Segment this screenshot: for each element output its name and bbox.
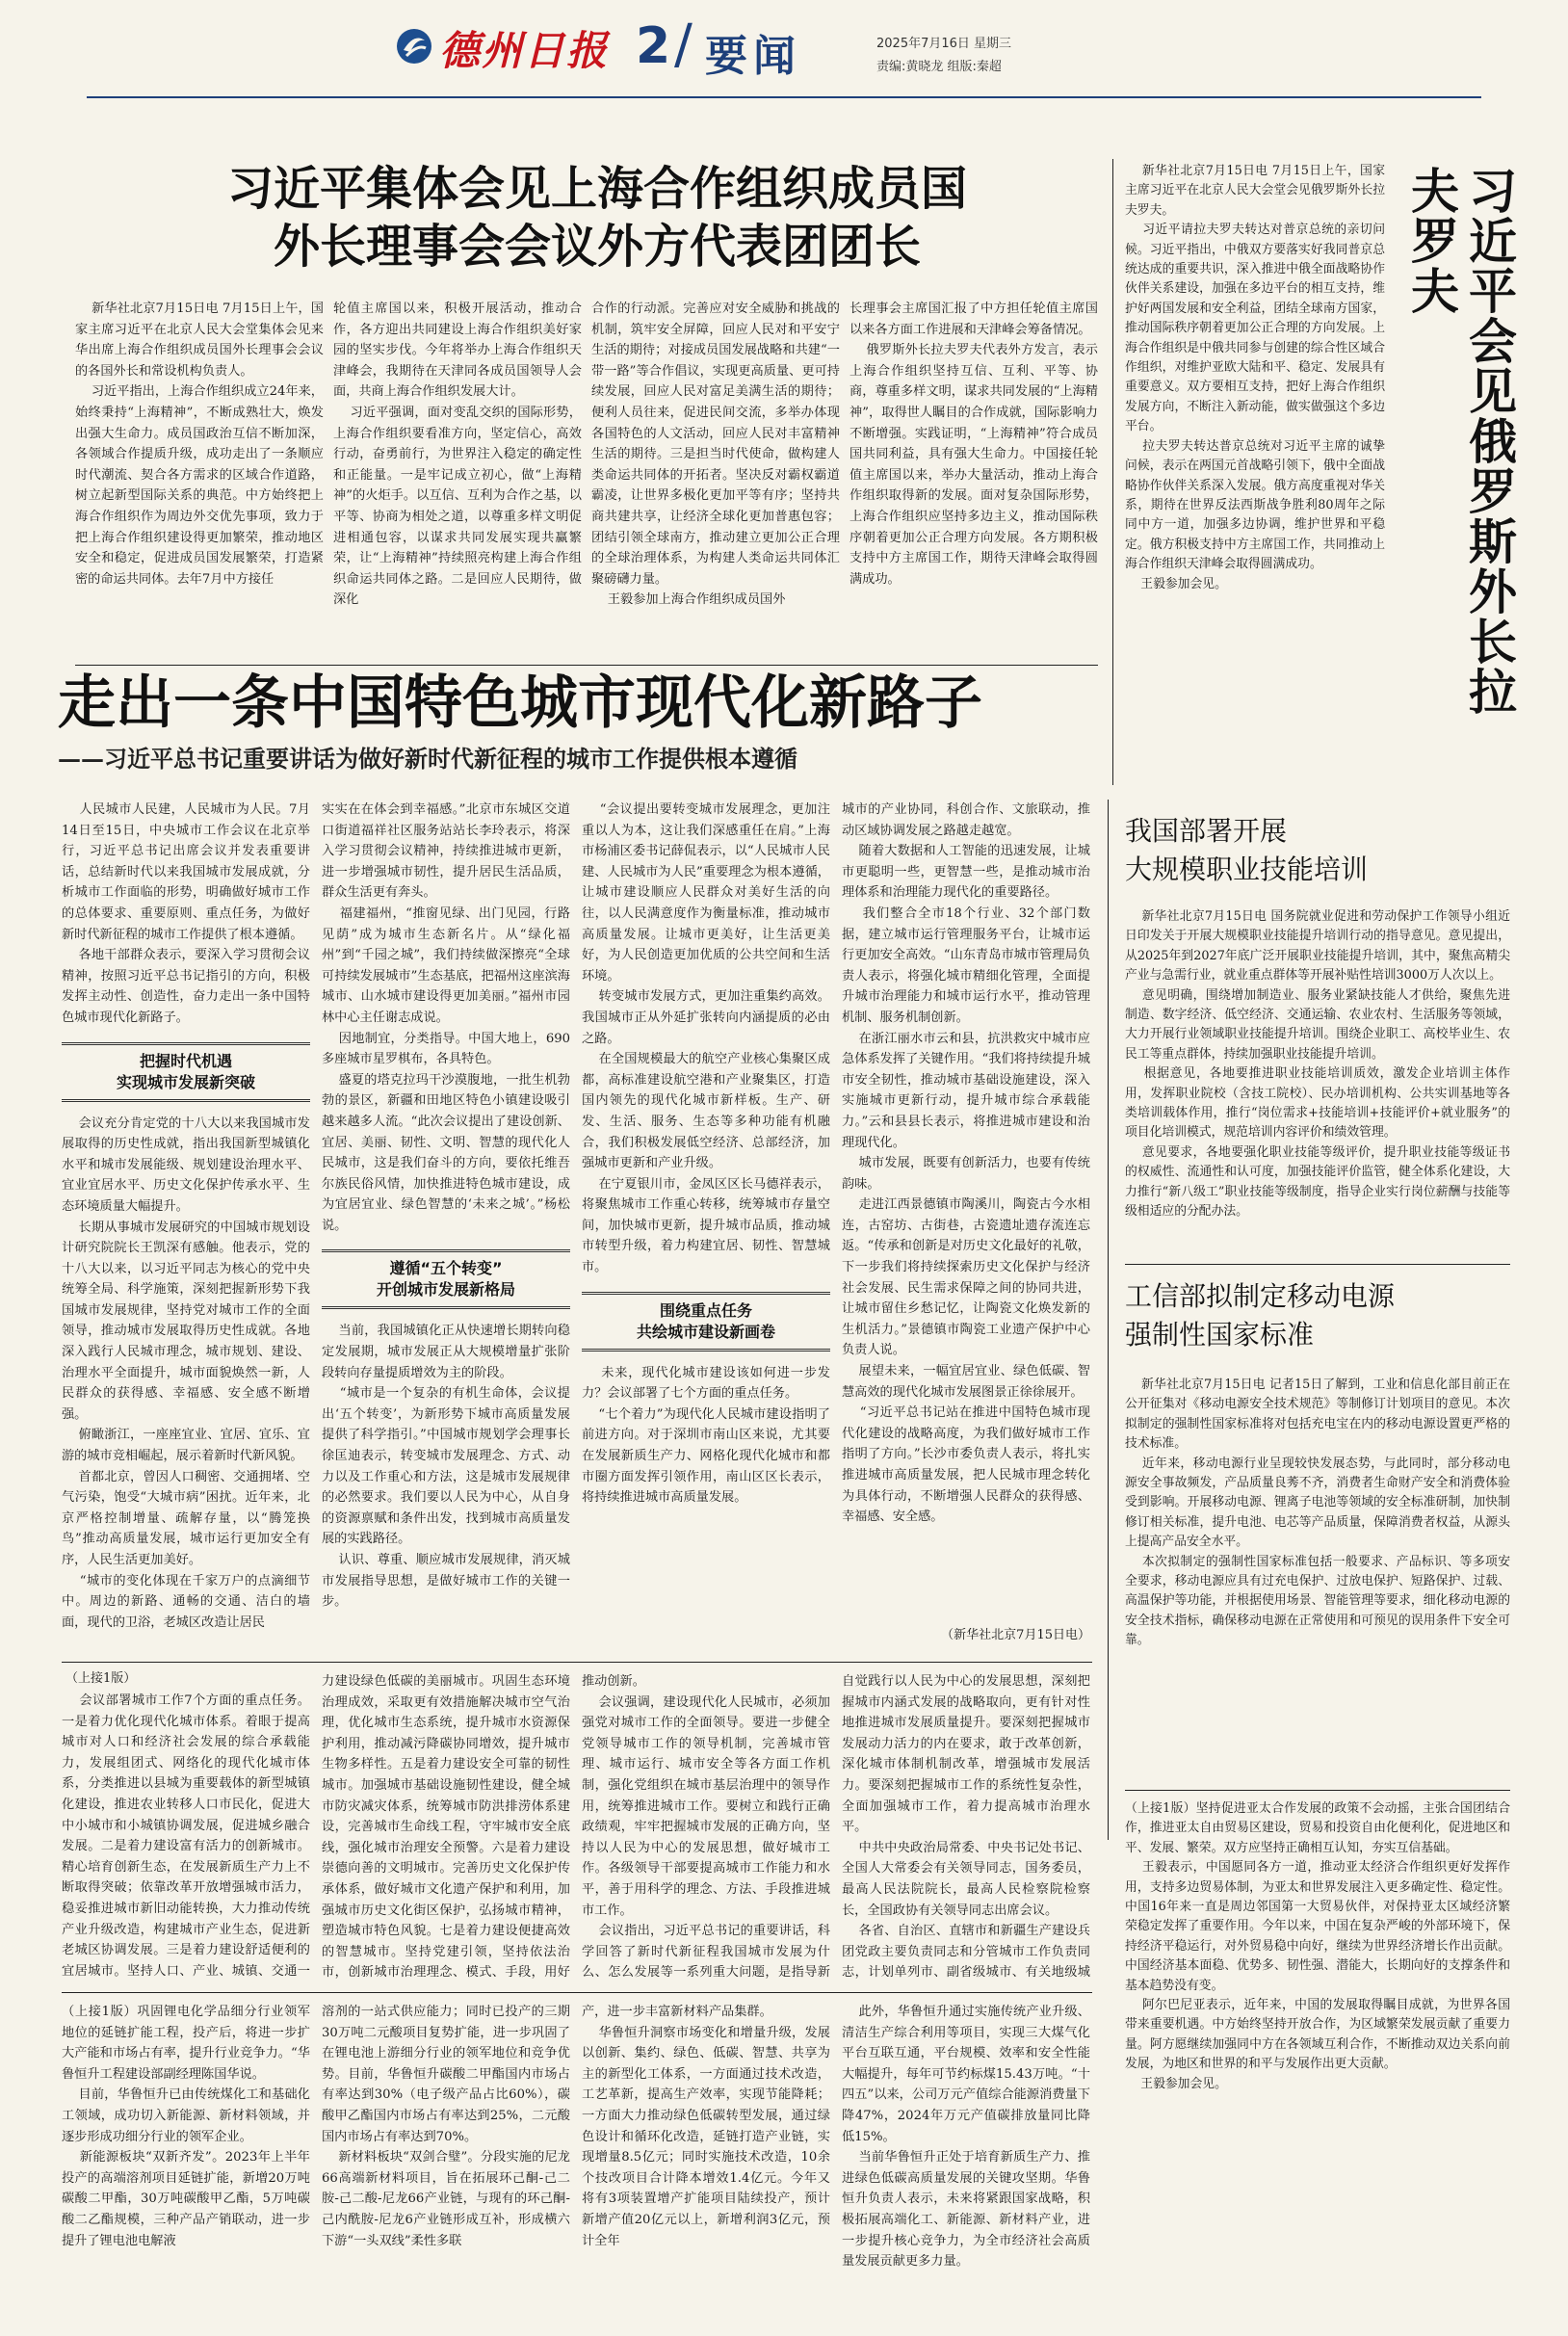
article1-headline-line1: 习近平集体会见上海合作组织成员国 [226, 162, 967, 216]
article1-col3 [591, 299, 840, 655]
article2-col2-subhead: 遵循“五个转变” 开创城市发展新格局 [322, 1249, 570, 1309]
continuation1-col1 [62, 1691, 310, 1980]
masthead-rule [87, 96, 1481, 98]
divider-continuation3-top [1125, 1790, 1510, 1791]
continuation2-col3-text: 产，进一步丰富新材料产品集群。 华鲁恒升洞察市场变化和增量升级，发展以创新、集约、绿色、低碳、智慧、共享为主的新型化工体系，一方面通过技术改造，工艺革新，提高生产效率，实现节能降耗；一方面大力推动绿色低碳转型发展，通过绿色设计和循环化改造，延链打造产业链，实现增量8.5亿元；同时实施技术改造，10余个技改项目合计降本增效1.4亿元。今年又将有3项装置增产扩能项目陆续投产，预计新增产值20亿元以上，新增利润3亿元，预计全年 [582, 2005, 830, 2248]
article2-col2-text: 实实在在体会到幸福感。”北京市东城区交道口街道福祥社区服务站站长李玲表示，将深入学习贯彻会议精神，持续推进城市更新，进一步增强城市韧性，提升居民生活品质，群众生活更有奔头。 福建福州，“推窗见绿、出门见园，行路见荫”成为城市生态新名片。从“绿化福州”到“千园之城”，我们持续做深擦亮“全球可持续发展城市”生态基底，把福州这座滨海城市、山水城市建设得更加美丽。”福州市园林中心主任谢志成说。 因地制宜，分类指导。中国大地上，690多座城市星罗棋布，各具特色。 盛夏的塔克拉玛干沙漠腹地，一批生机勃勃的景区，新疆和田地区特色小镇建设吸引越来越多人流。“此次会议提出了建设创新、宜居、美丽、韧性、文明、智慧的现代化人民城市，这是我们奋斗的方向，要依托维吾尔族民俗风情，加快推进特色城市建设，成为宜居宜业、绿色智慧的‘未来之城’。”杨松说。 [322, 802, 570, 1233]
page-number-slash: / [674, 13, 693, 76]
article4-headline-line2: 强制性国家标准 [1125, 1319, 1315, 1351]
continuation2-col2-text: 溶剂的一站式供应能力；同时已投产的三期30万吨二元酸项目复势扩能，进一步巩固了在锂电池上游细分行业的领军地位和竞争优势。目前，华鲁恒升碳酸二甲酯国内市场占有率达到30%（电子级产品占比60%），碳酸甲乙酯国内市场占有率达到25%，二元酸国内市场占有率达到70%。 新材料板块“双剑合璧”。分段实施的尼龙66高端新材料项目，旨在拓展环己酮-己二胺-己二酸-尼龙66产业链，与现有的环己酮-己内酰胺-尼龙6产业链形成互补，形成横六下游“一头双线”柔性多联 [322, 2005, 570, 2248]
divider-continuation2-top [62, 1992, 1092, 1993]
sidebar-headline: 习近平会见俄罗斯外长拉夫罗夫 [1403, 166, 1517, 717]
continuation2-col4-text: 此外，华鲁恒升通过实施传统产业升级、清洁生产综合利用等项目，实现三大煤气化平台互联互通，平台规模、效率和安全性能大幅提升，每年可节约标煤15.43万吨。“十四五”以来，公司万元产值综合能源消费量下降47%，2024年万元产值碳排放量同比降低15%。 当前华鲁恒升正处于培育新质生产力、推进绿色低碳高质量发展的关键攻坚期。华鲁恒升负责人表示，未来将紧跟国家战略，积极拓展高端化工、新能源、新材料产业，进一步提升核心竞争力，为全市经济社会高质量发展贡献更多力量。 [842, 2005, 1090, 2270]
continuation1-col4-text: 自觉践行以人民为中心的发展思想，深刻把握城市内涵式发展的战略取向，更有针对性地推进城市发展质量提升。要深刻把握城市发展动力活力的内在要求，敢于改革创新，深化城市体制机制改革，增强城市发展活力。要深刻把握城市工作的系统性复杂性，全面加强城市工作，着力提高城市治理水平。 中共中央政治局常委、中央书记处书记、全国人大常委会有关领导同志，国务委员，最高人民法院院长，最高人民检察院检察长，全国政协有关领导同志出席会议。 各省、自治区、直辖市和新疆生产建设兵团党政主要负责同志和分管城市工作负责同志，计划单列市、副省级城市、有关地级城 [842, 1674, 1090, 1980]
date-line: 2025年7月16日 星期三 [876, 37, 1012, 51]
continuation1-col2-text: 力建设绿色低碳的美丽城市。巩固生态环境治理成效，采取更有效措施解决城市空气治理，优化城市生态系统，提升城市水资源保护利用，推动减污降碳协同增效，提升城市生物多样性。五是着力建设安全可靠的韧性城市。加强城市基础设施韧性建设，健全城市防灾减灾体系，统筹城市防洪排涝体系建设，完善城市生命线工程，守牢城市安全底线，强化城市治理安全预警。六是着力建设崇德向善的文明城市。完善历史文化保护传承体系，做好城市文化遗产保护和利用，加强城市历史文化街区保护，弘扬城市精神，塑造城市特色风貌。七是着力建设便捷高效的智慧城市。坚持党建引领，坚持依法治市，创新城市治理理念、模式、手段，用好 [322, 1674, 570, 1980]
article3-headline-line1: 我国部署开展 [1125, 815, 1288, 847]
article1-col1-text: 新华社北京7月15日电 7月15日上午，国家主席习近平在北京人民大会堂集体会见来华出席上海合作组织成员国外长理事会会议的各国外长和常设机构负责人。 习近平指出，上海合作组织成立24年来，始终秉持“上海精神”，不断成熟壮大，焕发出强大生命力。成员国政治互信不断加深，各领域合作提质升级，成功走出了一条顺应时代潮流、契合各方需求的区域合作道路，树立起新型国际关系的典范。中方始终把上海合作组织作为周边外交优先事项，致力于把上海合作组织建设得更加繁荣，推动地区安全和稳定，促进成员国发展繁荣，打造紧密的命运共同体。去年7月中方接任 [75, 302, 324, 587]
article3-headline-line2: 大规模职业技能培训 [1125, 853, 1369, 885]
article2-col3-subhead: 围绕重点任务 共绘城市建设新画卷 [582, 1292, 830, 1352]
page-name: 要闻 [705, 32, 801, 81]
article1-col4 [849, 299, 1098, 655]
article1-col2-text: 轮值主席国以来，积极开展活动，推动合作，各方迎出共同建设上海合作组织美好家园的坚实步伐。今年将举办上海合作组织天津峰会，我期待在天津同各成员国领导人会面，共商上海合作组织发展大计。 习近平强调，面对变乱交织的国际形势，上海合作组织要看准方向，坚定信心，高效行动，奋勇前行，为世界注入稳定的确定性和正能量。一是牢记成立初心，做“上海精神”的火炬手。以互信、互利为合作之基，以平等、协商为相处之道，以尊重多样文明促进相通包容，以谋求共同发展实现共赢繁荣，让“上海精神”持续照亮构建上海合作组织命运共同体之路。二是回应人民期待，做深化 [333, 302, 582, 608]
article2-col1 [62, 800, 310, 1647]
continuation2-col4 [842, 2002, 1090, 2310]
divider-article3-bottom [1125, 1264, 1510, 1265]
divider-right-column [1108, 800, 1109, 1840]
article2-col2b-text: 当前，我国城镇化正从快速增长期转向稳定发展期，城市发展正从大规模增量扩张阶段转向存量提质增效为主的阶段。 “城市是一个复杂的有机生命体，会议提出‘五个转变’，为新形势下城市高质量发展提供了科学指引。”中国城市规划学会理事长徐匡迪表示，转变城市发展理念、方式、动力以及工作重心和方法，这是城市发展规律的必然要求。我们要以人民为中心，从自身的资源禀赋和条件出发，找到城市高质量发展的实践路径。 认识、尊重、顺应城市发展规律，消灭城市发展指导思想，是做好城市工作的关键一步。 [322, 1324, 570, 1610]
article2-byline: （新华社北京7月15日电） [941, 1628, 1090, 1642]
continuation3-body [1125, 1799, 1510, 2312]
article3-body-text: 新华社北京7月15日电 国务院就业促进和劳动保护工作领导小组近日印发关于开展大规模职业技能提升培训行动的指导意见。意见提出，从2025年到2027年底广泛开展职业技能提升培训，其中，聚焦高精尖产业与急需行业，就业重点群体等开展补贴性培训3000万人次以上。 意见明确，围绕增加制造业、服务业紧缺技能人才供给，聚焦先进制造、数字经济、低空经济、交通运输、农业农村、生活服务等领域，大力开展行业领域职业技能提升培训。围绕企业职工、高校毕业生、农民工等重点群体，持续加强职业技能提升培训。 根据意见，各地要推进职业技能培训质效，激发企业培训主体作用，发挥职业院校（含技工院校）、民办培训机构、公共实训基地等各类培训载体作用，推行“岗位需求+技能培训+技能评价+就业服务”的项目化培训模式，规范培训内容评价和绩效管理。 意见要求，各地要强化职业技能等级评价，提升职业技能等级证书的权威性、流通性和认可度，加强技能评价监管，健全体系化建设，大力推行“新八级工”职业技能等级制度，指导企业实行岗位薪酬与技能等级相适应的分配办法。 [1125, 909, 1510, 1220]
article2-subheadline: ——习近平总书记重要讲话为做好新时代新征程的城市工作提供根本遵循 [58, 745, 797, 773]
continuation2-col1 [62, 2002, 310, 2310]
continuation1-col4 [842, 1671, 1090, 1980]
continuation1-col3-text: 推动创新。 会议强调，建设现代化人民城市，必须加强党对城市工作的全面领导。要进一步健全党领导城市工作的领导机制，完善城市管理、城市运行、城市安全等各方面工作机制，强化党组织在城市基层治理中的领导作用，统筹推进城市工作。要树立和践行正确政绩观，牢牢把握城市发展的正确方向，坚持以人民为中心的发展思想，做好城市工作。各级领导干部要提高城市工作能力和水平，善于用科学的理念、方法、手段推进城市工作。 会议指出，习近平总书记的重要讲话，科学回答了新时代新征程我国城市发展为什么、怎么发展等一系列重大问题，是指导新 [582, 1674, 830, 1980]
continuation2-col1-text: （上接1版）巩固锂电化学品细分行业领军地位的延链扩能工程，投产后，将进一步扩大产能和市场占有率，提升行业竞争力。“华鲁恒升工程建设部副经理陈国华说。 目前，华鲁恒升已由传统煤化工和基础化工领域，成功切入新能源、新材料领域，并逐步形成功细分行业的领军企业。 新能源板块“双新齐发”。2023年上半年投产的高端溶剂项目延链扩能，新增20万吨碳酸二甲酯，30万吨碳酸甲乙酯，5万吨碳酸二乙酯规模，三种产品产销联动，进一步提升了锂电池电解液 [62, 2005, 310, 2248]
editors-line: 责编:黄晓龙 组版:秦超 [876, 60, 1002, 74]
article2-col1-text: 人民城市人民建，人民城市为人民。7月14日至15日，中央城市工作会议在北京举行，习近平总书记出席会议并发表重要讲话，总结新时代以来我国城市发展成就，分析城市工作面临的形势，明确做好城市工作的总体要求、重要原则、重点任务，为做好新时代新征程的城市工作提供了根本遵循。 各地干部群众表示，要深入学习贯彻会议精神，按照习近平总书记指引的方向，积极发挥主动性、创造性，奋力走出一条中国特色城市现代化新路子。 [62, 802, 310, 1025]
divider-continuation1-top [62, 1662, 1092, 1663]
article2-col1-subhead: 把握时代机遇 实现城市发展新突破 [62, 1042, 310, 1102]
continuation1-label: （上接1版） [65, 1671, 137, 1686]
article3-body [1125, 907, 1510, 1252]
article1-col4-text: 长理事会主席国汇报了中方担任轮值主席国以来各方面工作进展和天津峰会筹备情况。 俄罗斯外长拉夫罗夫代表外方发言，表示上海合作组织坚持互信、互利、平等、协商，尊重多样文明，谋求共同发展的“上海精神”，取得世人瞩目的合作成就，国际影响力不断增强。实践证明，“上海精神”符合成员国共同利益，具有强大生命力。中国接任轮值主席国以来，举办大量活动，推动上海合作组织取得新的发展。面对复杂国际形势，上海合作组织应坚持多边主义，推动国际秩序朝着更加公正合理方向发展。各方期积极支持中方主席国工作，期待天津峰会取得圆满成功。 [849, 302, 1098, 587]
article1-headline-line2: 外长理事会会议外方代表团团长 [273, 220, 921, 274]
article2-col4 [842, 800, 1090, 1628]
article1-col2 [333, 299, 582, 655]
article4-body-text: 新华社北京7月15日电 记者15日了解到，工业和信息化部目前正在公开征集对《移动电源安全技术规范》等制修订计划项目的意见。本次拟制定的强制性国家标准将对包括充电宝在内的移动电源设置更严格的技术标准。 近年来，移动电源行业呈现较快发展态势，与此同时，部分移动电源安全事故频发，产品质量良莠不齐，消费者生命财产安全和消费体验受到影响。开展移动电源、锂离子电池等领域的安全标准研制，加快制修订相关标准，提升电池、电芯等产品质量，保障消费者权益，从源头上提高产品安全水平。 本次拟制定的强制性国家标准包括一般要求、产品标识、等多项安全要求，移动电源应具有过充电保护、过放电保护、短路保护、过载、高温保护等功能，并根据使用场景、智能管理等要求，细化移动电源的安全技术指标，确保移动电源在正常使用和可预见的误用条件下安全可靠。 [1125, 1378, 1510, 1648]
article2-col2 [322, 800, 570, 1647]
continuation2-col2 [322, 2002, 570, 2310]
article2-col3 [582, 800, 830, 1647]
masthead [0, 0, 1568, 106]
paper-name: 德州日报 [439, 27, 610, 74]
article2-col3-text: “会议提出要转变城市发展理念，更加注重以人为本，这让我们深感重任在肩。”上海市杨浦区委书记薛侃表示，以“人民城市人民建、人民城市为人民”重要理念为根本遵循，让城市建设顺应人民群众对美好生活的向往，以人民满意度作为衡量标准，推动城市高质量发展。让城市更美好，让生活更美好，为人民创造更加优质的公共空间和生活环境。 转变城市发展方式，更加注重集约高效。我国城市正从外延扩张转向内涵提质的必由之路。 在全国规模最大的航空产业核心集聚区成都，高标准建设航空港和产业聚集区，打造国内领先的现代化城市新样板。生产、研发、生活、服务、生态等多种功能有机融合，我们积极发展低空经济、总部经济，加强城市更新和产业升级。 在宁夏银川市，金凤区区长马德祥表示，将聚焦城市工作重心转移，统筹城市存量空间，加快城市更新，提升城市品质，推动城市转型升级，着力构建宜居、韧性、智慧城市。 [582, 802, 830, 1275]
article4-body [1125, 1376, 1510, 1780]
article2-col1b-text: 会议充分肯定党的十八大以来我国城市发展取得的历史性成就，指出我国新型城镇化水平和城市发展能级、规划建设治理水平、宜业宜居水平、历史文化保护传承水平、生态环境质量大幅提升。 长期从事城市发展研究的中国城市规划设计研究院院长王凯深有感触。他表示，党的十八大以来，以习近平同志为核心的党中央统筹全局、科学施策，深刻把握新形势下我国城市发展规律，坚持党对城市工作的全面领导，推动城市发展取得历史性成就。各地深入践行人民城市理念，城市规划、建设、治理水平全面提升，城市面貌焕然一新，人民群众的获得感、幸福感、安全感不断增强。 俯瞰浙江，一座座宜业、宜居、宜乐、宜游的城市竞相崛起，展示着新时代新风貌。 首都北京，曾因人口稠密、交通拥堵、空气污染，饱受“大城市病”困扰。近年来，北京严格控制增量、疏解存量，以“腾笼换鸟”推动高质量发展，城市运行更加安全有序，人民生活更加美好。 “城市的变化体现在千家万户的点滴细节中。周边的新路、通畅的交通、洁白的墙面，现代的卫浴，老城区改造让居民 [62, 1116, 310, 1630]
paper-logo-icon [395, 27, 433, 66]
continuation3-body-text: （上接1版）坚持促进亚太合作发展的政策不会动摇，主张合国团结合作，推进亚太自由贸易区建设，贸易和投资自由化便利化，促进地区和平、发展、繁荣。双方应坚持正确相互认知，夯实互信基础。 王毅表示，中国愿同各方一道，推动亚太经济合作组织更好发挥作用，支持多边贸易体制，为亚太和世界发展注入更多确定性、稳定性。中国16年来一直是周边邻国第一大贸易伙伴，对保持亚太区域经济繁荣稳定发挥了重要作用。今年以来，中国在复杂严峻的外部环境下，保持经济平稳运行，对外贸易稳中向好，继续为世界经济增长作出贡献。中国经济基本面稳、优势多、韧性强、潜能大，长期向好的支撑条件和基本趋势没有变。 阿尔巴尼亚表示，近年来，中国的发展取得瞩目成就，为世界各国带来重要机遇。中方始终坚持开放合作，为区域繁荣发展贡献了重要力量。阿方愿继续加强同中方在各领域互利合作，不断推动双边关系向前发展，为地区和世界的和平与发展作出更大贡献。 王毅参加会见。 [1125, 1801, 1510, 2091]
sidebar-body-text: 新华社北京7月15日电 7月15日上午，国家主席习近平在北京人民大会堂会见俄罗斯外长拉夫罗夫。 习近平请拉夫罗夫转达对普京总统的亲切问候。习近平指出，中俄双方要落实好我同普京总统达成的重要共识，深入推进中俄全面战略协作伙伴关系建设，加强在多边平台的相互支持，维护好两国发展和安全利益，团结全球南方国家，推动国际秩序朝着更加公正合理的方向发展。上海合作组织是中俄共同参与创建的综合性区域合作组织，对维护亚欧大陆和平、稳定、发展具有重要意义。双方要相互支持，把好上海合作组织发展方向，不断注入新动能，做实做强这个多边平台。 拉夫罗夫转达普京总统对习近平主席的诚挚问候，表示在两国元首战略引领下，俄中全面战略协作伙伴关系深入发展。俄方高度重视对华关系，期待在世界反法西斯战争胜利80周年之际同中方一道，加强多边协调，维护世界和平稳定。俄方积极支持中方主席国工作，共同推动上海合作组织天津峰会取得圆满成功。 王毅参加会见。 [1125, 164, 1385, 591]
article2-headline: 走出一条中国特色城市现代化新路子 [58, 669, 982, 737]
article4-headline-line1: 工信部拟制定移动电源 [1125, 1280, 1396, 1312]
continuation1-col2 [322, 1671, 570, 1980]
continuation1-col3 [582, 1671, 830, 1980]
article1-col1 [75, 299, 324, 655]
continuation1-col1-text: 会议部署城市工作7个方面的重点任务。一是着力优化现代化城市体系。着眼于提高城市对人口和经济社会发展的综合承载能力，发展组团式、网络化的现代化城市体系，分类推进以县城为重要载体的新型城镇化建设，推进农业转移人口市民化，促进大中小城市和小城镇协调发展，促进城乡融合发展。二是着力建设富有活力的创新城市。精心培育创新生态，在发展新质生产力上不断取得突破；依靠改革开放增强城市活力，稳妥推进城市新旧动能转换，大力推动传统产业升级改造，构建城市产业生态，促进新老城区协调发展。三是着力建设舒适便利的宜居城市。坚持人口、产业、城镇、交通一 [62, 1693, 310, 1979]
continuation2-col3 [582, 2002, 830, 2310]
article2-col3b-text: 未来，现代化城市建设该如何进一步发力？会议部署了七个方面的重点任务。 “七个着力”为现代化人民城市建设指明了前进方向。对于深圳市南山区来说，尤其要在发展新质生产力、网格化现代化城市和都市圈方面发挥引领作用，南山区区长表示，将持续推进城市高质量发展。 [582, 1365, 830, 1506]
sidebar-body [1125, 162, 1385, 786]
article1-col3-text: 合作的行动派。完善应对安全威胁和挑战的机制，筑牢安全屏障，回应人民对和平安宁生活的期待；对接成员国发展战略和共建“一带一路”等合作倡议，实现更高质量、更可持续发展，回应人民对富足美满生活的期待；便利人员往来，促进民间交流，多举办体现各国特色的人文活动，回应人民对丰富精神生活的期待。三是担当时代使命，做构建人类命运共同体的开拓者。坚决反对霸权霸道霸凌，让世界多极化更加平等有序；坚持共商共建共享，让经济全球化更加普惠包容；团结引领全球南方，推动建立更加公正合理的全球治理体系，为构建人类命运共同体汇聚磅礴力量。 王毅参加上海合作组织成员国外 [591, 302, 840, 608]
page-number: 2 [636, 17, 671, 75]
article2-col4-text: 城市的产业协同，科创合作、文旅联动，推动区域协调发展之路越走越宽。 随着大数据和人工智能的迅速发展，让城市更聪明一些，更智慧一些，是推动城市治理体系和治理能力现代化的重要路径。 我们整合全市18个行业、32个部门数据，建立城市运行管理服务平台，让城市运行更加安全高效。“山东青岛市城市管理局负责人表示，将强化城市精细化管理，全面提升城市治理能力和城市运行水平，推动管理机制、服务机制创新。 在浙江丽水市云和县，抗洪救灾中城市应急体系发挥了关键作用。“我们将持续提升城市安全韧性，推动城市基础设施建设，深入实施城市更新行动，提升城市综合承载能力。”云和县县长表示，将推进城市建设和治理现代化。 城市发展，既要有创新活力，也要有传统韵味。 走进江西景德镇市陶溪川，陶瓷古今水相连，古窑坊、古街巷，古瓷遗址遗存流连忘返。“传承和创新是对历史文化最好的礼敬，下一步我们将持续探索历史文化保护与经济社会发展、民生需求保障之间的协同共进，让城市留住乡愁记忆，让陶瓷文化焕发新的生机活力。”景德镇市陶瓷工业遗产保护中心负责人说。 展望未来，一幅宜居宜业、绿色低碳、智慧高效的现代化城市发展图景正徐徐展开。 “习近平总书记站在推进中国特色城市现代化建设的战略高度，为我们做好城市工作指明了方向。”长沙市委负责人表示，将扎实推进城市高质量发展，把人民城市理念转化为具体行动，不断增强人民群众的获得感、幸福感、安全感。 [842, 802, 1090, 1525]
